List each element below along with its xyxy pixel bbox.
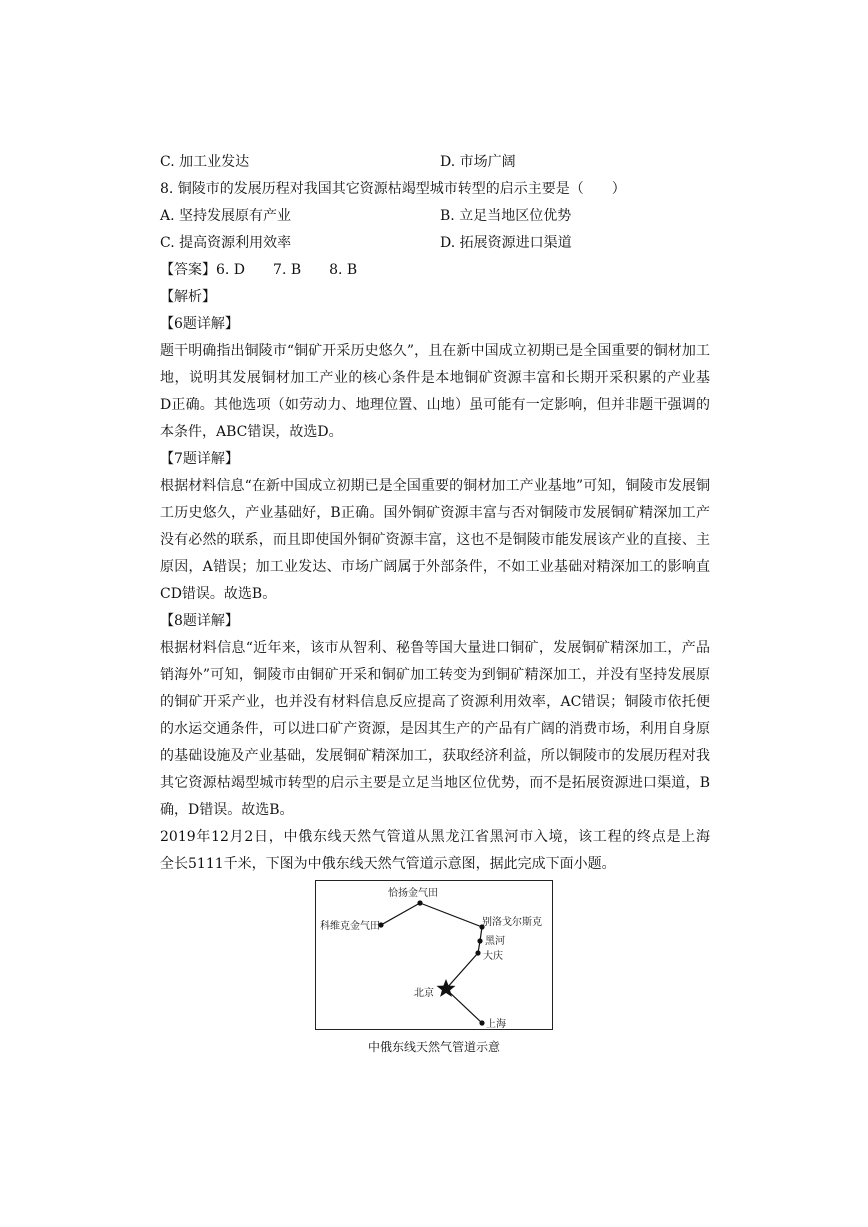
- intro-line: 2019年12月2日，中俄东线天然气管道从黑龙江省黑河市入境，该工程的终点是上海: [160, 829, 710, 845]
- q8-explanation: [160, 635, 710, 824]
- q8-line: 的水运交通条件，可以进口矿产资源，是因其生产的产品有广阔的消费市场，利用自身原: [160, 721, 710, 737]
- label-kovykta: 科维克金气田: [320, 921, 380, 932]
- heihe-node: [477, 938, 482, 943]
- figure-caption: 中俄东线天然气管道示意: [367, 1040, 500, 1054]
- pipeline-map: [315, 880, 553, 1030]
- q8-option-c: C. 提高资源利用效率: [160, 235, 292, 251]
- label-shanghai: 上海: [486, 1019, 506, 1029]
- label-heihe: 黑河: [485, 936, 505, 947]
- q8-options-cd: [160, 230, 710, 257]
- q7-line: 没有必然的联系，而且即使国外铜矿资源丰富，这也不是铜陵市能发展该产业的直接、主: [160, 532, 710, 548]
- q8-option-d: D. 拓展资源进口渠道: [440, 235, 572, 251]
- q7-line: 根据材料信息“在新中国成立初期已是全国重要的铜材加工产业基地”可知，铜陵市发展铜: [160, 478, 710, 494]
- pipeline-map-svg: [316, 881, 552, 1029]
- q8-heading: 【8题详解】: [160, 613, 239, 629]
- q7-line: 工历史悠久，产业基础好，B正确。国外铜矿资源丰富与否对铜陵市发展铜矿精深加工产: [160, 505, 710, 521]
- q8-line: 确，D错误。故选B。: [160, 802, 294, 818]
- q6-line: 本条件，ABC错误，故选D。: [160, 424, 343, 440]
- q6-line: 题干明确指出铜陵市“铜矿开采历史悠久”，且在新中国成立初期已是全国重要的铜材加工: [160, 343, 710, 359]
- q7-line: 原因，A错误；加工业发达、市场广阔属于外部条件，不如工业基础对精深加工的影响直: [160, 559, 710, 575]
- shanghai-node: [479, 1020, 484, 1025]
- q8-line: 销海外”可知，铜陵市由铜矿开采和铜矿加工转变为到铜矿精深加工，并没有坚持发展原: [160, 667, 710, 683]
- pipeline-intro: [160, 824, 710, 878]
- q7-option-d: D. 市场广阔: [440, 154, 516, 170]
- intro-line: 全长5111千米，下图为中俄东线天然气管道示意图，据此完成下面小题。: [160, 856, 616, 872]
- q6-heading: 【6题详解】: [160, 316, 239, 332]
- label-beijing: 北京: [414, 988, 434, 999]
- q6-line: D正确。其他选项（如劳动力、地理位置、山地）虽可能有一定影响，但并非题干强调的: [160, 397, 710, 413]
- q8-stem: 8. 铜陵市的发展历程对我国其它资源枯竭型城市转型的启示主要是（ ）: [160, 181, 626, 197]
- q8-option-a: A. 坚持发展原有产业: [160, 208, 292, 224]
- label-chayanda: 恰扬金气田: [388, 888, 438, 899]
- label-daqing: 大庆: [483, 951, 503, 962]
- q7-explanation: [160, 473, 710, 608]
- q8-line: 其它资源枯竭型城市转型的启示主要是立足当地区位优势，而不是拓展资源进口渠道，B: [160, 775, 710, 791]
- analysis-heading: 【解析】: [160, 289, 216, 305]
- q7-line: CD错误。故选B。: [160, 586, 277, 602]
- q7-options-cd: [160, 149, 710, 176]
- daqing-node: [475, 950, 480, 955]
- q8-option-b: B. 立足当地区位优势: [440, 208, 572, 224]
- label-belogorsk: 别洛戈尔斯克: [482, 917, 542, 928]
- chayanda-node: [417, 900, 422, 905]
- q7-option-c: C. 加工业发达: [160, 154, 250, 170]
- document-body: [160, 149, 710, 878]
- q8-line: 的基础设施及产业基础，发展铜矿精深加工，获取经济利益，所以铜陵市的发展历程对我: [160, 748, 710, 764]
- q8-options-ab: [160, 203, 710, 230]
- q8-line: 根据材料信息“近年来，该市从智利、秘鲁等国大量进口铜矿，发展铜矿精深加工，产品: [160, 640, 710, 656]
- q6-line: 地，说明其发展铜材加工产业的核心条件是本地铜矿资源丰富和长期开采积累的产业基: [160, 370, 710, 386]
- pipeline-route-west: [381, 903, 420, 925]
- q7-heading: 【7题详解】: [160, 451, 239, 467]
- q8-line: 的铜矿开采产业，也并没有材料信息反应提高了资源利用效率，AC错误；铜陵市依托便: [160, 694, 710, 710]
- answer-line: 【答案】6. D 7. B 8. B: [160, 262, 358, 278]
- q6-explanation: [160, 338, 710, 446]
- pipeline-route-main: [420, 903, 482, 1023]
